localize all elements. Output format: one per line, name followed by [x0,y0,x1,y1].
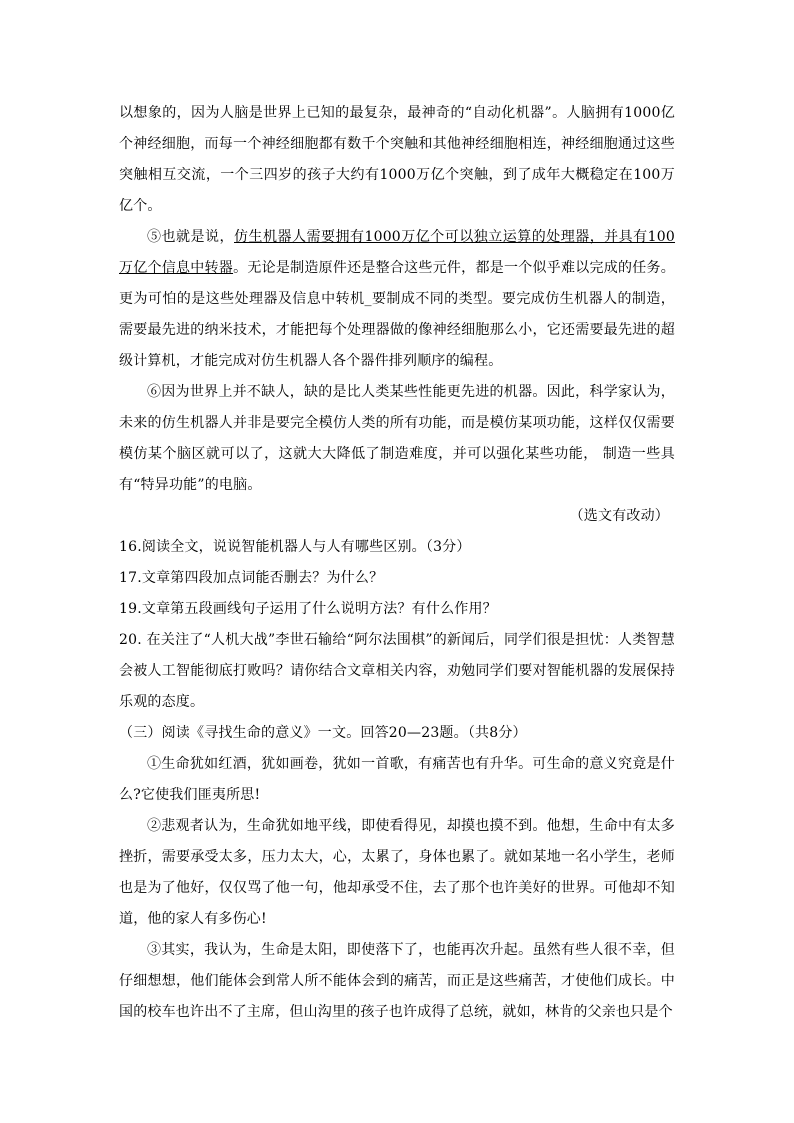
section-3-paragraph-1: ①生命犹如红酒，犹如画卷，犹如一首歌，有痛苦也有升华。可生命的意义究竟是什么?它使我们匪夷所思! [119,756,675,803]
paragraph-5 [119,222,675,377]
question-20: 20. 在关注了“人机大战”李世石输给“阿尔法围棋”的新闻后，同学们很是担忧：人类智慧会被人工智能彻底打败吗？请你结合文章相关内容，劝勉同学们要对智能机器的发展保持乐观的态度。 [119,632,675,710]
section-3-heading: （三）阅读《寻找生命的意义》一文。回答20—23题。（共8分） [119,725,527,741]
paragraph-5-lead: ⑤也就是说， [147,229,234,245]
paragraph-5-rest: 。无论是制造原件还是整合这些元件，都是一个似乎难以完成的任务。更为可怕的是这些处理器及信息中转机_要制成不同的类型。要完成仿生机器人的制造，需要最先进的纳米技术，才能把每个处理器做的像神经细胞那么小，它还需要最先进的超级计算机，才能完成对仿生机器人各个器件排列顺序的编程。 [119,260,675,369]
section-3-paragraph-2: ②悲观者认为，生命犹如地平线，即使看得见，却摸也摸不到。他想，生命中有太多挫折，需要承受太多，压力太大，心，太累了，身体也累了。就如某地一名小学生，老师也是为了他好，仅仅骂了他一句，他却承受不住，去了那个也许美好的世界。可他却不知道，他的家人有多伤心! [119,818,675,927]
question-16: 16.阅读全文，说说智能机器人与人有哪些区别。（3分） [119,539,471,555]
adaptation-note: （选文有改动） [569,508,669,524]
paragraph-continued: 以想象的，因为人脑是世界上已知的最复杂，最神奇的“自动化机器”。人脑拥有1000亿个神经细胞，而每一个神经细胞都有数千个突触和其他神经细胞相连，神经细胞通过这些突触相互交流，一个三四岁的孩子大约有1000万亿个突触，到了成年大概稳定在100万亿个。 [119,105,675,214]
question-19: 19.文章第五段画线句子运用了什么说明方法？有什么作用？ [119,601,497,617]
question-17: 17.文章第四段加点词能否删去？为什么？ [119,570,384,586]
underlined-sentence: 仿生机器人需要拥有1000万亿个可以独立运算的处理器，并具有100万亿个信息中转器 [119,229,676,276]
paragraph-6: ⑥因为世界上并不缺人，缺的是比人类某些性能更先进的机器。因此，科学家认为，未来的仿生机器人并非是要完全模仿人类的所有功能，而是模仿某项功能，这样仅仅需要模仿某个脑区就可以了，这就大大降低了制造难度，并可以强化某些功能， 制造一些具有“特异功能”的电脑。 [119,384,675,493]
section-3-paragraph-3: ③其实，我认为，生命是太阳，即使落下了，也能再次升起。虽然有些人很不幸，但仔细想想，他们能体会到常人所不能体会到的痛苦，而正是这些痛苦，才使他们成长。中国的校车也许出不了主席，但山沟里的孩子也许成得了总统，就如，林肯的父亲也只是个 [119,942,675,1020]
document-body [119,98,675,1028]
